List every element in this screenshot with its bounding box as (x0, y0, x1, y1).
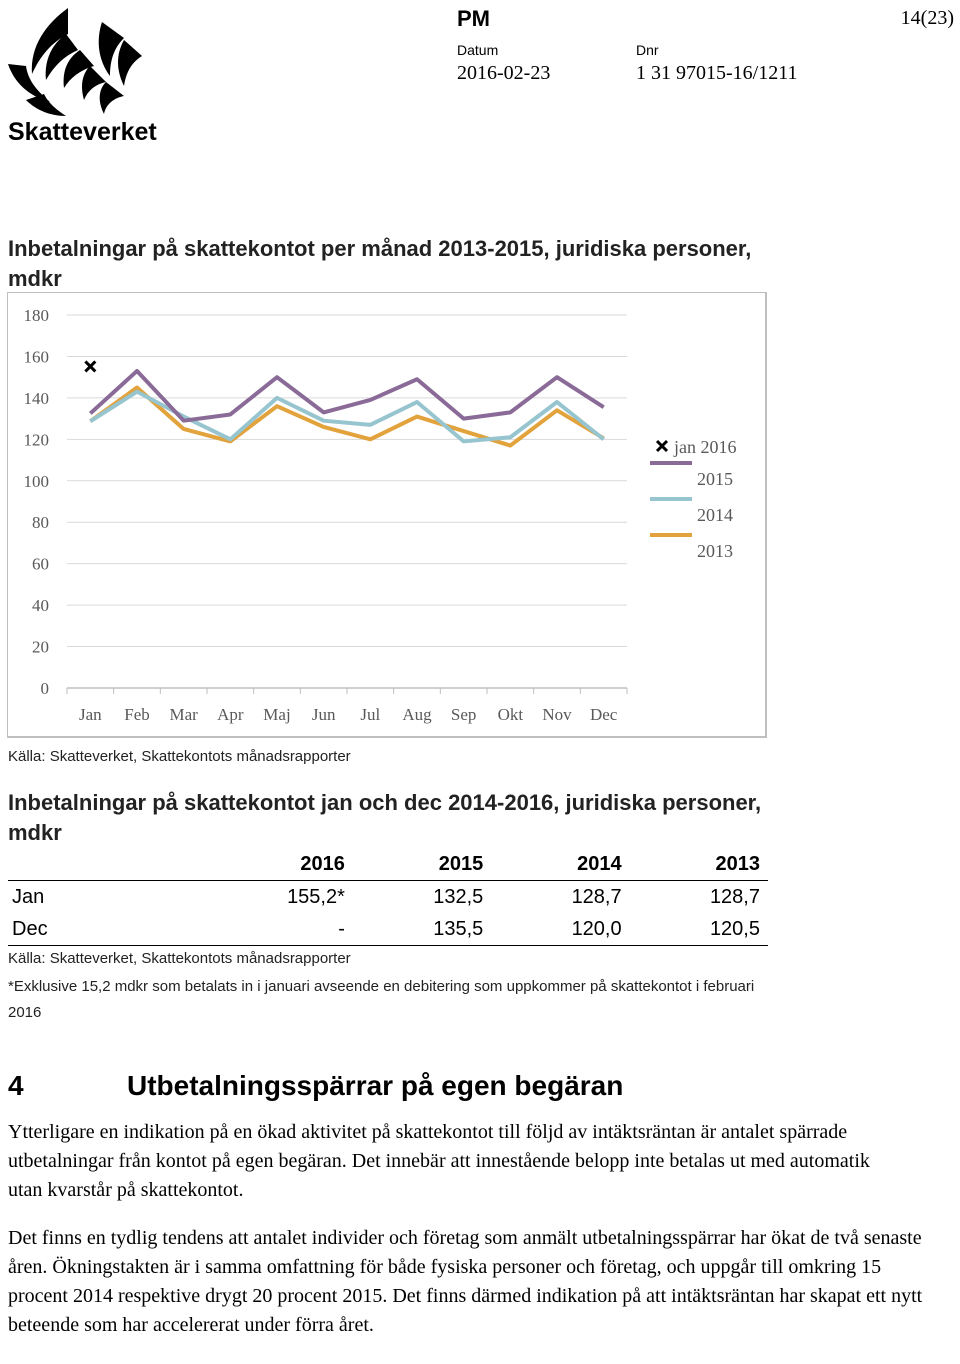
table-header-cell (8, 849, 196, 881)
x-tick-label: Okt (497, 705, 524, 724)
x-tick-label: Dec (589, 705, 618, 724)
x-tick-label: Feb (124, 705, 150, 724)
document-type: PM (457, 6, 490, 31)
table-row (8, 881, 768, 914)
x-tick-label: Aug (402, 705, 432, 724)
x-tick-label: Sep (450, 705, 477, 724)
x-tick-label: Jul (360, 705, 381, 724)
dnr-label: Dnr (636, 42, 659, 58)
y-tick-label: 40 (32, 596, 49, 616)
table-row-label: Jan (12, 885, 45, 908)
x-tick-label: Jan (78, 705, 102, 724)
data-table (8, 849, 768, 946)
series-line-2013 (90, 388, 603, 446)
chart-title: Inbetalningar på skattekontot per månad 2013-2015, juridiska personer, mdkr (8, 236, 752, 291)
legend-label: 2014 (697, 505, 733, 525)
y-tick-label: 60 (32, 554, 49, 574)
jan-2016-marker (85, 361, 95, 371)
body-paragraph: Det finns en tydlig tendens att antalet individer och företag som anmält utbetalningsspärrar har ökat de två senaste åren. Ökningstakten är i samma omfattning för både fysiska personer och företag, och uppgår till omkring 15 procent 2014 respektive drygt 20 procent 2015. Det finns därmed indikation på att intäktsräntan har skapat ett nytt beteende som har accelererat under förra året. (8, 1227, 923, 1336)
section-heading: Utbetalningsspärrar på egen begäran (127, 1070, 624, 1101)
legend-label: 2015 (697, 469, 733, 489)
x-tick-label: Mar (169, 705, 198, 724)
datum-value: 2016-02-23 (457, 62, 551, 84)
table-cell: 155,2* (287, 885, 345, 908)
table-footnote: *Exklusive 15,2 mdkr som betalats in i januari avseende en debitering som uppkommer på skattekontot i februari 2016 (8, 978, 755, 1021)
table-cell: 135,5 (433, 917, 484, 940)
datum-label: Datum (457, 42, 499, 58)
table-cell: 128,7 (571, 885, 622, 908)
table-header-cell: 2013 (715, 853, 760, 875)
y-tick-label: 180 (23, 306, 49, 325)
chart-source: Källa: Skatteverket, Skattekontots månadsrapporter (8, 748, 351, 765)
y-tick-label: 140 (23, 388, 49, 408)
page-number: 14(23) (900, 7, 954, 29)
table-row-label: Dec (12, 917, 48, 940)
table-header-cell: 2015 (438, 853, 484, 875)
x-tick-label: Jun (311, 705, 336, 724)
table-cell: 120,5 (709, 917, 760, 940)
y-tick-label: 120 (23, 430, 49, 450)
table-cell: 120,0 (571, 917, 622, 940)
table-title: Inbetalningar på skattekontot jan och dec 2014-2016, juridiska personer, mdkr (8, 790, 762, 845)
table-row (8, 913, 768, 946)
section-number: 4 (8, 1070, 24, 1101)
y-tick-label: 80 (32, 513, 49, 533)
table-header-cell: 2016 (300, 853, 345, 875)
x-tick-label: Apr (217, 705, 244, 724)
legend-label: 2013 (697, 541, 733, 561)
y-tick-label: 0 (40, 679, 49, 698)
y-tick-label: 20 (32, 637, 49, 657)
x-tick-label: Nov (542, 705, 572, 724)
table-header-row (8, 849, 768, 881)
legend-marker-jan-2016 (657, 441, 667, 451)
y-tick-label: 160 (23, 347, 49, 367)
logo-wordmark: Skatteverket (8, 118, 157, 146)
y-tick-label: 100 (23, 471, 49, 491)
table-source: Källa: Skatteverket, Skattekontots månadsrapporter (8, 950, 351, 967)
table-cell: 132,5 (433, 885, 484, 908)
table-cell: 128,7 (709, 885, 760, 908)
legend-label: jan 2016 (674, 437, 737, 457)
dnr-value: 1 31 97015-16/1211 (636, 62, 798, 84)
table-header-cell: 2014 (577, 853, 622, 875)
body-paragraph: Ytterligare en indikation på en ökad aktivitet på skattekontot till följd av intäktsräntan är antalet spärrade utbetalningar från kontot på egen begäran. Det innebär att innestående belopp inte betalas ut med automatik utan kvarstår på skattekontot. (8, 1121, 870, 1201)
table-cell: - (338, 917, 345, 940)
x-tick-label: Maj (263, 705, 291, 724)
